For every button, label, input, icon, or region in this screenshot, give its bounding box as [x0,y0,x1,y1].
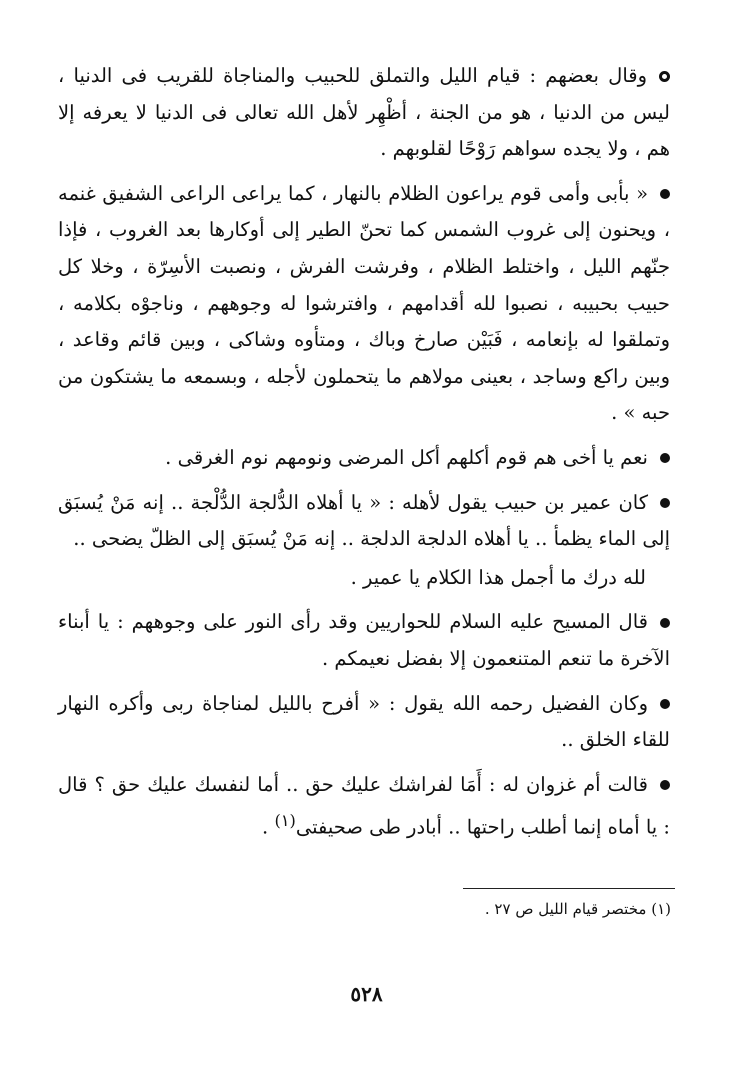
ring-bullet-icon [659,71,670,82]
paragraph-1 [58,58,670,168]
paragraph-6 [58,604,670,677]
footnote-text: مختصر قيام الليل ص ٢٧ . [484,900,647,918]
paragraph-text: كان عمير بن حبيب يقول لأهله : « يا أهلاه الدُّلجة الدُّلْجة .. إنه مَنْ يُسبَق إلى الماء يظمأ .. يا أهلاه الدلجة الدلجة .. إنه مَنْ يُسبَق إلى الظلّ يضحى .. [58,490,670,551]
footnote-divider [463,888,675,889]
paragraph-text: وقال بعضهم : قيام الليل والتملق للحبيب والمناجاة للقريب فى الدنيا ، ليس من الدنيا ، هو من الجنة ، أظْهِر لأهل الله تعالى فى الدنيا لا يعرفه إلا هم ، ولا يجده سواهم رَوْحًا لقلوبهم . [58,64,670,161]
paragraph-text: « بأبى وأمى قوم يراعون الظلام بالنهار ، كما يراعى الراعى الشفيق غنمه ، ويحنون إلى غروب الشمس كما تحنّ الطير إلى أوكارها بعد الغروب ، فإذا جنّهم الليل ، واختلط الظلام ، وفرشت الفرش ، ونصبت الأسِرّة ، وخلا كل حبيب بحبيبه ، نصبوا لله أقدامهم ، وافترشوا له وجوههم ، وناجوْه بكلامه ، وتملقوا له بإنعامه ، فَبَيْن صارخ وباك ، ومتأوه وشاكى ، وبين قائم وقاعد ، وبين راكع وساجد ، بعينى مولاهم ما يتحملون لأجله ، وبسمعه ما يشتكون من حبه » . [58,181,670,425]
paragraph-5 [58,560,670,597]
bullet-icon [660,618,670,628]
paragraph-4 [58,485,670,558]
bullet-icon [660,780,670,790]
paragraph-text: لله درك ما أجمل هذا الكلام يا عمير . [350,565,646,589]
bullet-icon [660,189,670,199]
paragraph-text: قال المسيح عليه السلام للحواريين وقد رأى النور على وجوههم : يا أبناء الآخرة ما تنعم المتنعمون إلا بفضل نعيمكم . [58,610,670,670]
page-number: ٥٢٨ [350,982,383,1006]
paragraph-text: وكان الفضيل رحمه الله يقول : « أفرح بالليل لمناجاة ربى وأكره النهار للقاء الخلق .. [58,691,670,752]
paragraph-text: قالت أم غزوان له : أَمَا لفراشك عليك حق .. أما لنفسك عليك حق ؟ قال : يا أماه إنما أطلب راحتها .. أبادر طى صحيفتى [58,772,670,839]
paragraph-8 [58,767,670,847]
paragraph-tail: . [262,815,275,839]
bullet-icon [660,453,670,463]
paragraph-3 [58,440,670,477]
paragraph-2 [58,176,670,432]
footnote-reference: (١) [274,811,296,831]
footnote-marker: (١) [651,900,671,918]
paragraph-text: نعم يا أخى هم قوم أكلهم أكل المرضى ونومهم نوم الغرقى . [165,445,648,469]
bullet-icon [660,498,670,508]
page-body [58,58,670,854]
paragraph-7 [58,686,670,759]
bullet-icon [660,699,670,709]
footnote [485,898,671,920]
